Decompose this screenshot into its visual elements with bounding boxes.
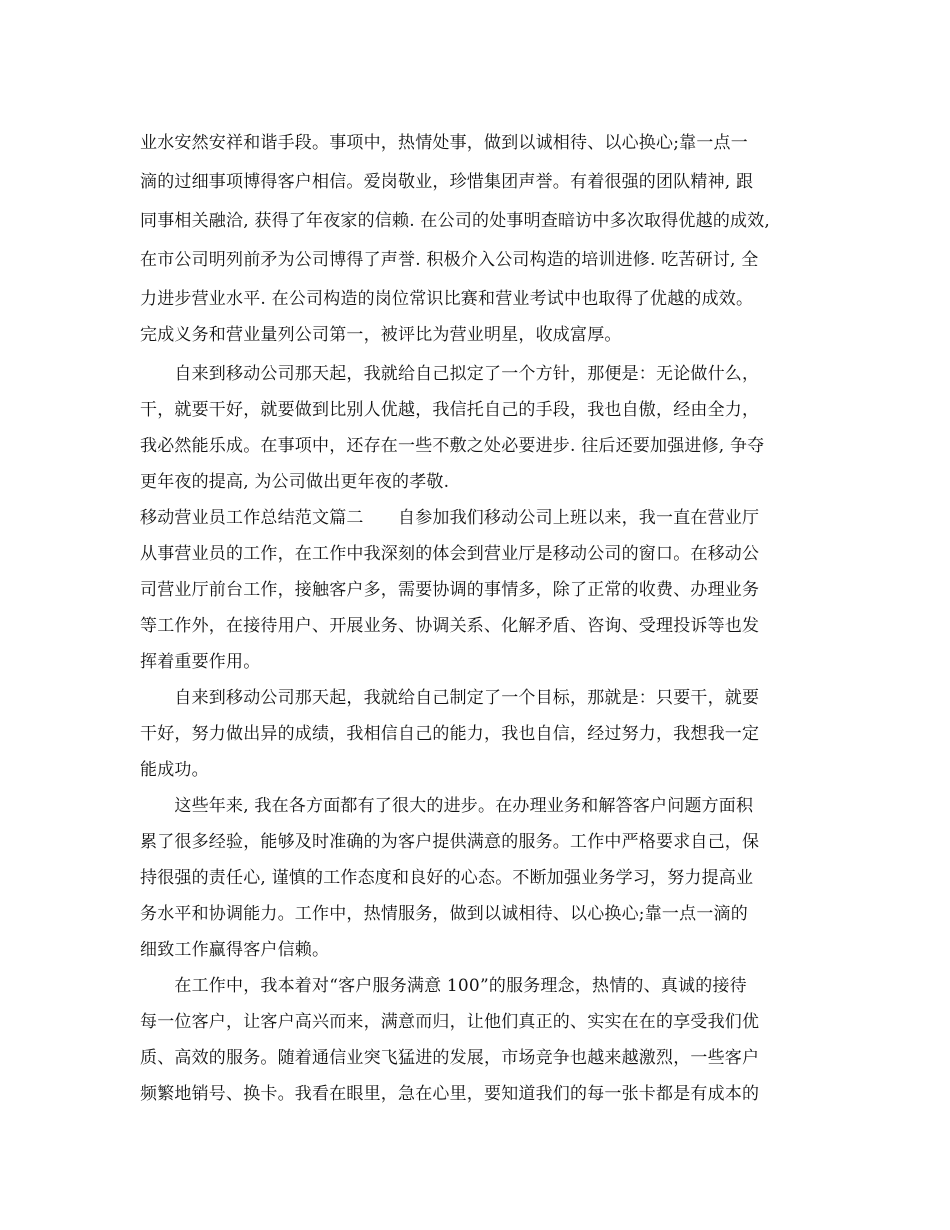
text-line: 更年夜的提高, 为公司做出更年夜的孝敬. — [140, 472, 450, 492]
text-line: 自来到移动公司那天起，我就给自己拟定了一个方针，那便是：无论做什么， — [140, 364, 760, 384]
text-line: 挥着重要作用。 — [140, 652, 261, 672]
text-line: 务水平和协调能力。工作中，热情服务，做到以诚相待、以心换心;靠一点一滴的 — [140, 904, 748, 924]
text-line: 这些年来, 我在各方面都有了很大的进步。在办理业务和解答客户问题方面积 — [140, 796, 754, 816]
text-line: 移动营业员工作总结范文篇二 自参加我们移动公司上班以来，我一直在营业厅 — [140, 508, 760, 528]
text-line: 等工作外，在接待用户、开展业务、协调关系、化解矛盾、咨询、受理投诉等也发 — [140, 616, 760, 636]
text-line: 细致工作赢得客户信赖。 — [140, 940, 330, 960]
text-line: 频繁地销号、换卡。我看在眼里，急在心里，要知道我们的每一张卡都是有成本的 — [140, 1084, 760, 1104]
text-line: 自来到移动公司那天起，我就给自己制定了一个目标，那就是：只要干，就要 — [140, 688, 760, 708]
text-line: 干好，努力做出异的成绩，我相信自己的能力，我也自信，经过努力，我想我一定 — [140, 724, 760, 744]
text-line: 从事营业员的工作，在工作中我深刻的体会到营业厅是移动公司的窗口。在移动公 — [140, 544, 760, 564]
text-line: 完成义务和营业量列公司第一，被评比为营业明星，收成富厚。 — [140, 325, 622, 345]
text-line: 在市公司明列前矛为公司博得了声誉. 积极介入公司构造的培训进修. 吃苦研讨, 全 — [140, 250, 759, 270]
text-line: 司营业厅前台工作，接触客户多，需要协调的事情多，除了正常的收费、办理业务 — [140, 580, 760, 600]
text-line: 质、高效的服务。随着通信业突飞猛进的发展，市场竞争也越来越激烈，一些客户 — [140, 1048, 760, 1068]
text-line: 我必然能乐成。在事项中，还存在一些不敷之处必要进步. 往后还要加强进修, 争夺 — [140, 436, 765, 456]
text-line: 能成功。 — [140, 760, 209, 780]
text-line: 滴的过细事项博得客户相信。爱岗敬业，珍惜集团声誉。有着很强的团队精神, 跟 — [140, 172, 754, 192]
text-line: 同事相关融洽, 获得了年夜家的信赖. 在公司的处事明查暗访中多次取得优越的成效, — [140, 211, 771, 231]
text-line: 每一位客户，让客户高兴而来，满意而归，让他们真正的、实实在在的享受我们优 — [140, 1012, 760, 1032]
text-line: 在工作中，我本着对“客户服务满意 100”的服务理念，热情的、真诚的接待 — [140, 976, 747, 996]
text-line: 业水安然安祥和谐手段。事项中，热情处事，做到以诚相待、以心换心;靠一点一 — [140, 133, 748, 153]
text-line: 累了很多经验，能够及时准确的为客户提供满意的服务。工作中严格要求自己，保 — [140, 832, 760, 852]
text-line: 力进步营业水平. 在公司构造的岗位常识比赛和营业考试中也取得了优越的成效。 — [140, 289, 754, 309]
text-line: 干，就要干好，就要做到比别人优越，我信托自己的手段，我也自傲，经由全力， — [140, 400, 760, 420]
text-line: 持很强的责任心, 谨慎的工作态度和良好的心态。不断加强业务学习，努力提高业 — [140, 868, 754, 888]
